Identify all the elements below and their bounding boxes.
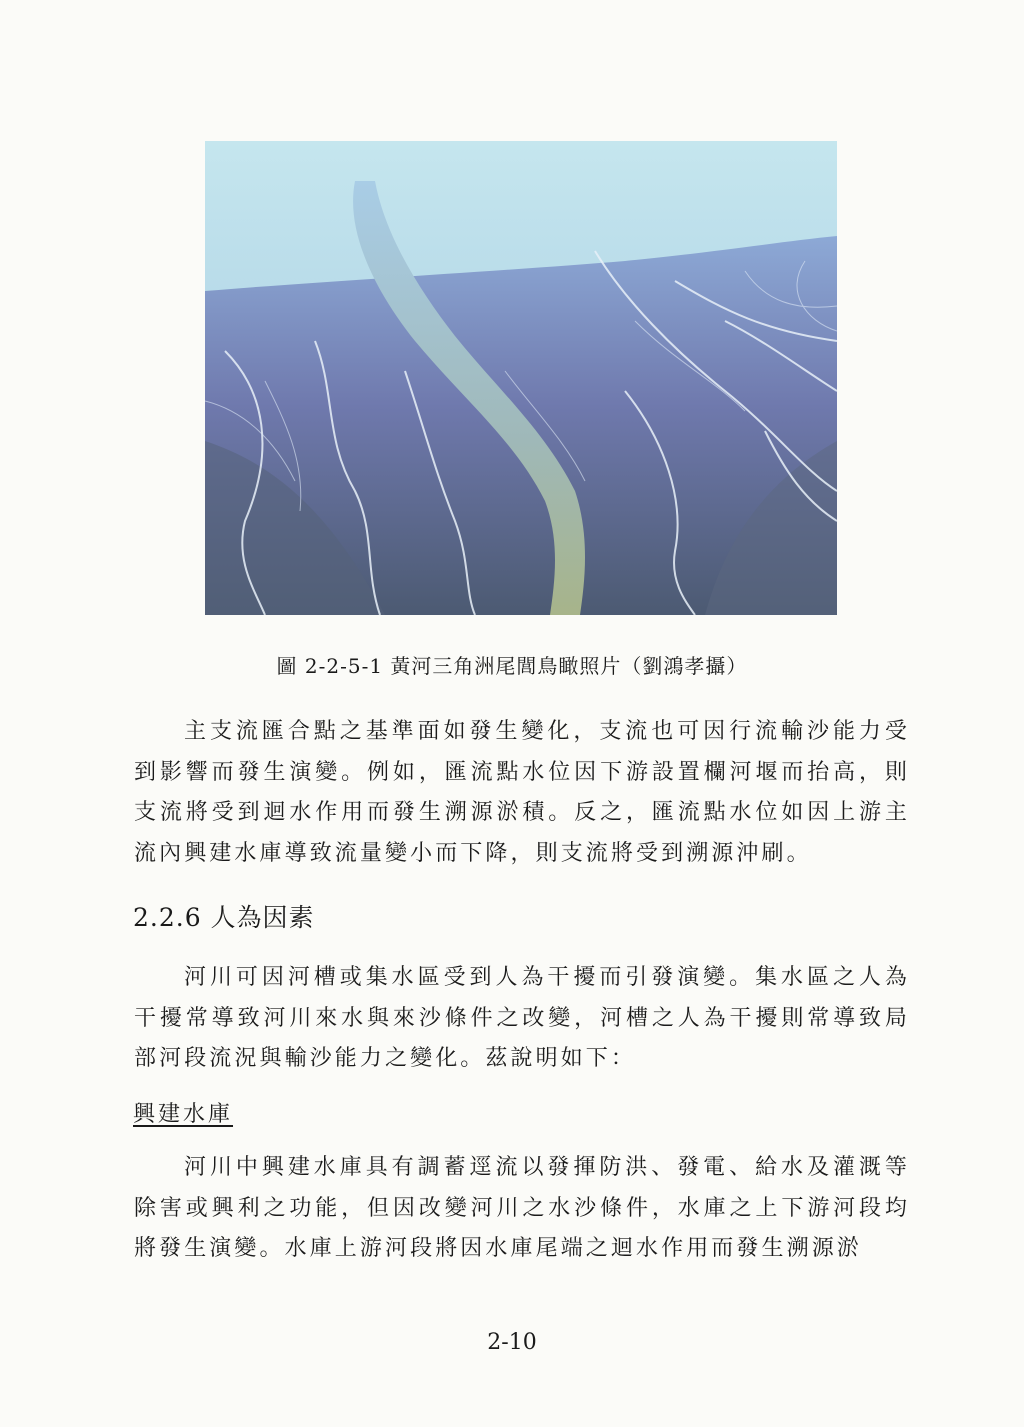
aerial-photo-yellow-river-delta xyxy=(205,141,837,615)
page-number: 2-10 xyxy=(487,1330,537,1355)
subheading-reservoir: 興建水庫 xyxy=(133,1102,234,1127)
section-heading: 2.2.6 人為因素 xyxy=(133,903,315,932)
paragraph-human-factors: 河川可因河槽或集水區受到人為干擾而引發演變。集水區之人為干擾常導致河川來水與來沙條件之改變，河槽之人為干擾則常導致局部河段流況與輸沙能力之變化。茲說明如下： xyxy=(134,965,910,1071)
figure-caption: 圖 2-2-5-1 黃河三角洲尾閭鳥瞰照片（劉鴻孝攝） xyxy=(276,654,748,678)
paragraph-reservoir: 河川中興建水庫具有調蓄逕流以發揮防洪、發電、給水及灌溉等除害或興利之功能，但因改變河川之水沙條件，水庫之上下游河段均將發生演變。水庫上游河段將因水庫尾端之迴水作用而發生溯源淤 xyxy=(134,1155,910,1261)
paragraph-confluence: 主支流匯合點之基準面如發生變化，支流也可因行流輸沙能力受到影響而發生演變。例如，匯流點水位因下游設置欄河堰而抬高，則支流將受到迴水作用而發生溯源淤積。反之，匯流點水位如因上游主流內興建水庫導致流量變小而下降，則支流將受到溯源沖刷。 xyxy=(134,719,910,866)
